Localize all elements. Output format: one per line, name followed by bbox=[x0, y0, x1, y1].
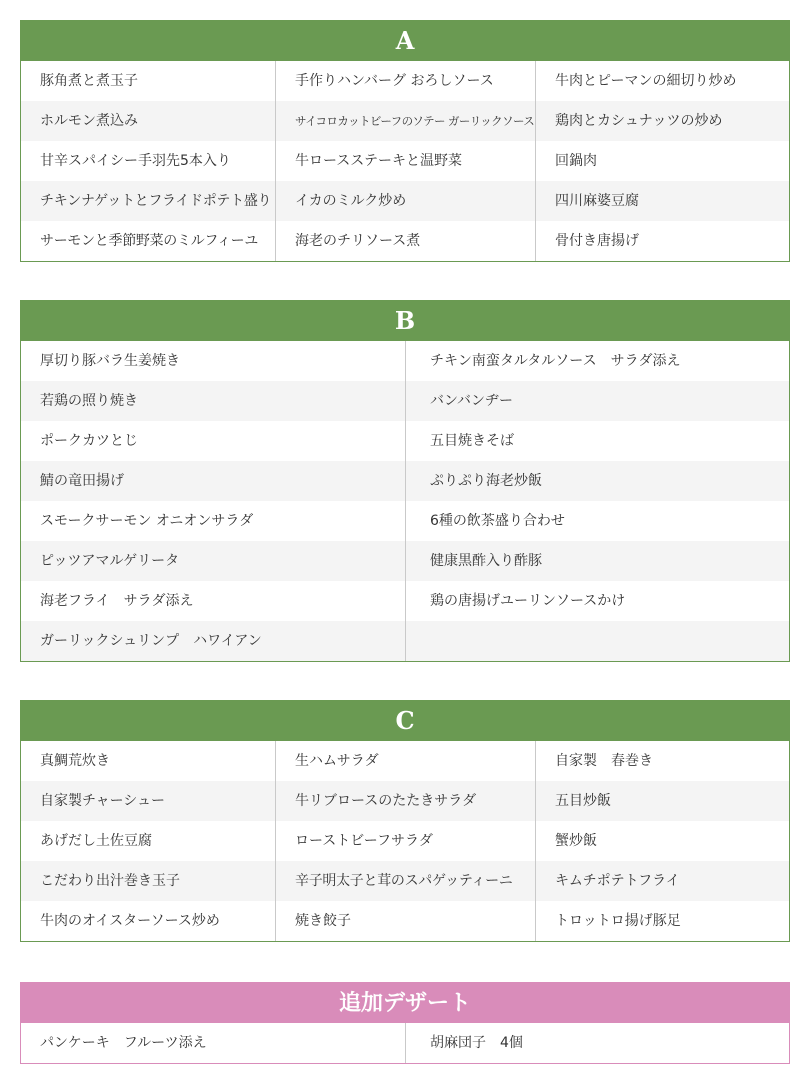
menu-item: 蟹炒飯 bbox=[555, 833, 597, 849]
section-a-title: A bbox=[21, 21, 789, 61]
menu-item: 牛ロースステーキと温野菜 bbox=[276, 141, 536, 181]
menu-item: 厚切り豚バラ生姜焼き bbox=[21, 341, 406, 381]
menu-item: パンケーキ フルーツ添え bbox=[21, 1023, 406, 1063]
menu-item: 若鶏の照り焼き bbox=[21, 381, 406, 421]
menu-section-a bbox=[20, 20, 790, 262]
menu-item: イカのミルク炒め bbox=[276, 181, 536, 221]
menu-section-c bbox=[20, 700, 790, 942]
menu-item: 海老フライ サラダ添え bbox=[21, 581, 406, 621]
menu-item: ホルモン煮込み bbox=[21, 101, 276, 141]
menu-item: 健康黒酢入り酢豚 bbox=[406, 541, 789, 581]
section-c-grid bbox=[21, 741, 789, 941]
menu-item: スモークサーモン オニオンサラダ bbox=[21, 501, 406, 541]
menu-item: サーモンと季節野菜のミルフィーユ bbox=[21, 221, 276, 261]
menu-item: サイコロカットビーフのソテー ガーリックソース bbox=[276, 101, 536, 141]
menu-item: ローストビーフサラダ bbox=[276, 821, 536, 861]
section-dessert-grid bbox=[21, 1023, 789, 1063]
menu-item: 四川麻婆豆腐 bbox=[536, 181, 789, 221]
menu-item: 牛肉のオイスターソース炒め bbox=[21, 901, 276, 941]
menu-item: 6種の飲茶盛り合わせ bbox=[430, 513, 565, 529]
menu-item: 甘辛スパイシー手羽先5本入り bbox=[21, 141, 276, 181]
menu-item: ガーリックシュリンプ ハワイアン bbox=[21, 621, 406, 661]
menu-item: 手作りハンバーグ おろしソース bbox=[276, 61, 536, 101]
menu-item: 生ハムサラダ bbox=[276, 741, 536, 781]
menu-item: 鶏肉とカシュナッツの炒め bbox=[536, 101, 789, 141]
menu-section-dessert bbox=[20, 982, 790, 1064]
menu-item: ポークカツとじ bbox=[21, 421, 406, 461]
menu-item: 五目炒飯 bbox=[536, 781, 789, 821]
menu-item-empty bbox=[406, 621, 789, 661]
menu-item: 骨付き唐揚げ bbox=[555, 233, 639, 249]
section-a-grid bbox=[21, 61, 789, 261]
menu-item: 辛子明太子と茸のスパゲッティーニ bbox=[276, 861, 536, 901]
menu-item: 焼き餃子 bbox=[276, 901, 536, 941]
menu-item: こだわり出汁巻き玉子 bbox=[21, 861, 276, 901]
menu-item: バンバンヂー bbox=[406, 381, 789, 421]
section-b-grid bbox=[21, 341, 789, 661]
menu-item: トロットロ揚げ豚足 bbox=[555, 913, 681, 929]
menu-section-b bbox=[20, 300, 790, 662]
menu-item: キムチポテトフライ bbox=[536, 861, 789, 901]
menu-item: チキンナゲットとフライドポテト盛り bbox=[21, 181, 276, 221]
menu-item: 回鍋肉 bbox=[555, 153, 597, 169]
menu-item: ピッツアマルゲリータ bbox=[21, 541, 406, 581]
menu-item: 牛リブロースのたたきサラダ bbox=[276, 781, 536, 821]
menu-item: 自家製チャーシュー bbox=[21, 781, 276, 821]
section-b-title: B bbox=[21, 301, 789, 341]
menu-item: 自家製 春巻き bbox=[555, 753, 653, 769]
section-c-title: C bbox=[21, 701, 789, 741]
menu-item: 豚角煮と煮玉子 bbox=[21, 61, 276, 101]
menu-item: 海老のチリソース煮 bbox=[276, 221, 536, 261]
menu-item: チキン南蛮タルタルソース サラダ添え bbox=[430, 353, 681, 369]
menu-item: 牛肉とピーマンの細切り炒め bbox=[555, 73, 737, 89]
menu-item: 鶏の唐揚げユーリンソースかけ bbox=[430, 593, 626, 609]
menu-item: あげだし土佐豆腐 bbox=[21, 821, 276, 861]
menu-item: ぷりぷり海老炒飯 bbox=[406, 461, 789, 501]
menu-item: 胡麻団子 4個 bbox=[430, 1035, 523, 1051]
menu-item: 五目焼きそば bbox=[430, 433, 514, 449]
section-dessert-title: 追加デザート bbox=[21, 983, 789, 1023]
menu-item: 鯖の竜田揚げ bbox=[21, 461, 406, 501]
menu-item: 真鯛荒炊き bbox=[21, 741, 276, 781]
